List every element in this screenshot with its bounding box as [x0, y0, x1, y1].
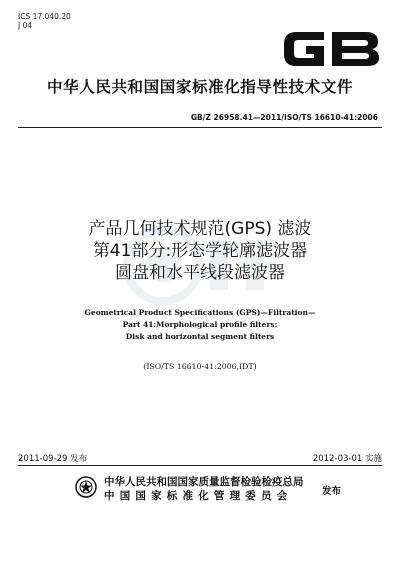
- ics-code: ICS 17.040.20: [18, 12, 71, 21]
- chinese-title-line-1: 产品几何技术规范(GPS) 滤波: [88, 219, 312, 239]
- issuer-aqsiq: 中华人民共和国国家质量监督检验检疫总局: [104, 476, 304, 488]
- bottom-divider: [18, 465, 382, 466]
- top-divider: [18, 127, 382, 128]
- chinese-title-line-2: 第41部分:形态学轮廓滤波器: [92, 241, 308, 261]
- issuer-sac: 中国国家标准化管理委员会: [104, 490, 293, 502]
- issuer-emblem-icon: [75, 476, 97, 498]
- english-title-line-2: Part 41:Morphological profile filters:: [122, 320, 278, 329]
- chinese-title-line-3: 圆盘和水平线段滤波器: [115, 263, 285, 283]
- issue-date: 2011-09-29 发布: [18, 454, 88, 464]
- issuing-authorities: [104, 475, 304, 503]
- english-title-line-1: Geometrical Product Specifications (GPS)—Filtration—: [84, 308, 316, 317]
- implementation-date: 2012-03-01 实施: [312, 454, 382, 464]
- issue-label: 发布: [322, 486, 342, 497]
- standard-number: GB/Z 26958.41—2011/ISO/TS 16610-41:2006: [190, 113, 378, 122]
- ccs-code: J 04: [18, 21, 33, 30]
- english-title-line-3: Disk and horizontal segment filters: [125, 332, 275, 341]
- classification-codes: [18, 12, 71, 30]
- adoption-identifier: (ISO/TS 16610-41:2006,IDT): [143, 362, 257, 371]
- document-type-title: 中华人民共和国国家标准化指导性技术文件: [47, 78, 353, 96]
- gb-logo: [278, 22, 384, 76]
